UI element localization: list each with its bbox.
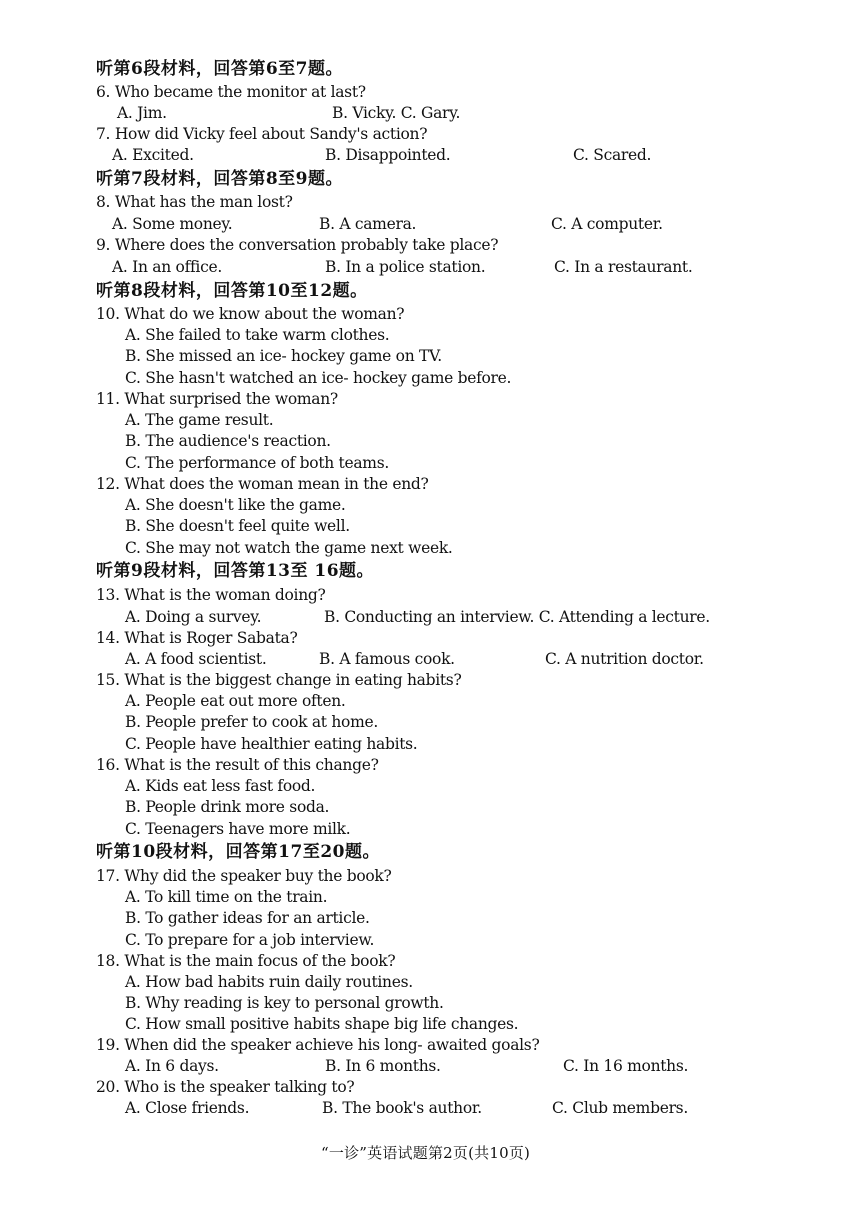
question-line: 9. Where does the conversation probably take place?	[96, 236, 499, 254]
question-line: A. Doing a survey.	[125, 608, 262, 626]
question-line: B. Why reading is key to personal growth.	[125, 994, 444, 1012]
question-line: B. People drink more soda.	[125, 798, 330, 816]
question-line: 20. Who is the speaker talking to?	[96, 1078, 355, 1096]
section-heading: 听第10段材料，回答第17至20题。	[96, 842, 380, 862]
question-line: B. She doesn't feel quite well.	[125, 517, 350, 535]
question-line: 15. What is the biggest change in eating habits?	[96, 671, 462, 689]
question-line: A. Close friends.	[125, 1099, 250, 1117]
question-line: B. The audience's reaction.	[125, 432, 331, 450]
question-line: C. She hasn't watched an ice- hockey game before.	[125, 369, 512, 387]
question-line: C. Club members.	[552, 1099, 688, 1117]
question-line: B. The book's author.	[322, 1099, 482, 1117]
question-line: A. How bad habits ruin daily routines.	[125, 973, 413, 991]
question-line: 12. What does the woman mean in the end?	[96, 475, 429, 493]
question-line: 16. What is the result of this change?	[96, 756, 379, 774]
question-line: A. In an office.	[112, 258, 222, 276]
question-line: C. A computer.	[551, 215, 663, 233]
question-line: 13. What is the woman doing?	[96, 586, 326, 604]
page-footer: “一诊”英语试题第2页(共10页)	[321, 1144, 531, 1162]
question-line: B. Disappointed.	[325, 146, 451, 164]
question-line: C. Scared.	[573, 146, 652, 164]
section-heading: 听第7段材料，回答第8至9题。	[96, 169, 343, 189]
question-line: 8. What has the man lost?	[96, 193, 293, 211]
question-line: C. How small positive habits shape big life changes.	[125, 1015, 519, 1033]
question-line: A. Jim.	[117, 104, 167, 122]
question-line: B. People prefer to cook at home.	[125, 713, 378, 731]
question-line: 19. When did the speaker achieve his long- awaited goals?	[96, 1036, 540, 1054]
question-line: A. She doesn't like the game.	[125, 496, 346, 514]
section-heading: 听第6段材料，回答第6至7题。	[96, 59, 343, 79]
question-line: C. A nutrition doctor.	[545, 650, 704, 668]
question-line: C. People have healthier eating habits.	[125, 735, 418, 753]
question-line: C. The performance of both teams.	[125, 454, 389, 472]
question-line: A. Excited.	[112, 146, 194, 164]
question-line: A. In 6 days.	[125, 1057, 219, 1075]
question-line: B. A famous cook.	[319, 650, 455, 668]
question-line: A. People eat out more often.	[125, 692, 346, 710]
question-line: B. In 6 months.	[325, 1057, 441, 1075]
question-line: B. Vicky. C. Gary.	[332, 104, 461, 122]
question-line: A. Kids eat less fast food.	[125, 777, 316, 795]
question-line: 11. What surprised the woman?	[96, 390, 338, 408]
question-line: A. Some money.	[112, 215, 233, 233]
question-line: C. She may not watch the game next week.	[125, 539, 453, 557]
section-heading: 听第9段材料，回答第13至 16题。	[96, 561, 375, 581]
question-line: C. In 16 months.	[563, 1057, 689, 1075]
question-line: 6. Who became the monitor at last?	[96, 83, 366, 101]
question-line: 17. Why did the speaker buy the book?	[96, 867, 392, 885]
question-line: C. In a restaurant.	[554, 258, 693, 276]
question-line: 14. What is Roger Sabata?	[96, 629, 298, 647]
question-line: C. To prepare for a job interview.	[125, 931, 375, 949]
question-line: A. She failed to take warm clothes.	[125, 326, 390, 344]
question-line: 10. What do we know about the woman?	[96, 305, 405, 323]
question-line: A. The game result.	[125, 411, 274, 429]
section-heading: 听第8段材料，回答第10至12题。	[96, 281, 368, 301]
question-line: B. A camera.	[319, 215, 417, 233]
question-line: B. She missed an ice- hockey game on TV.	[125, 347, 442, 365]
question-line: C. Teenagers have more milk.	[125, 820, 351, 838]
question-line: 7. How did Vicky feel about Sandy's action?	[96, 125, 428, 143]
question-line: A. A food scientist.	[125, 650, 267, 668]
question-line: B. To gather ideas for an article.	[125, 909, 370, 927]
question-line: B. In a police station.	[325, 258, 486, 276]
question-line: B. Conducting an interview. C. Attending a lecture.	[324, 608, 710, 626]
question-line: A. To kill time on the train.	[125, 888, 328, 906]
question-line: 18. What is the main focus of the book?	[96, 952, 396, 970]
